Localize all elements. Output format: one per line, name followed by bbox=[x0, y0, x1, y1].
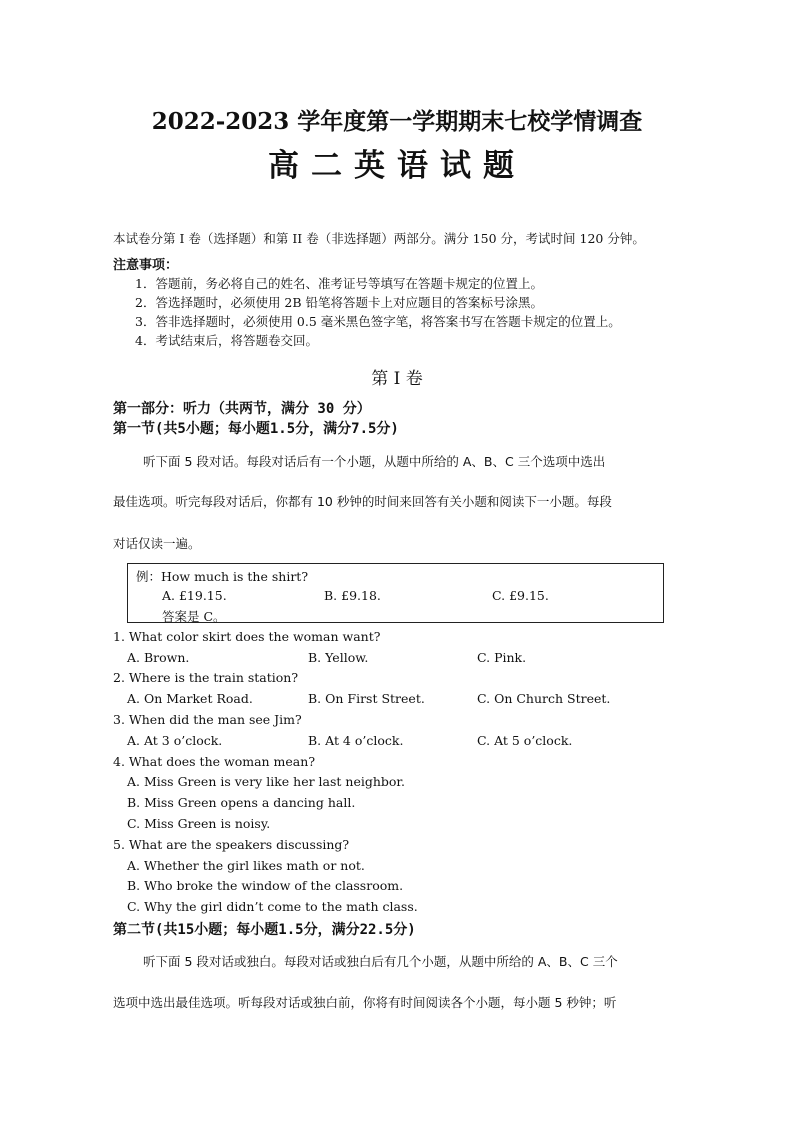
exam-title: 2022-2023 学年度第一学期期末七校学情调查 bbox=[151, 108, 643, 135]
option-a: A. On Market Road. bbox=[127, 691, 253, 706]
option-c: C. Pink. bbox=[477, 650, 527, 665]
instruction-line: 听下面 5 段对话或独白。每段对话或独白后有几个小题，从题中所给的 A、B、C 三个 bbox=[143, 954, 618, 969]
example-question: 例：How much is the shirt? bbox=[136, 569, 309, 584]
option-c: C. At 5 o’clock. bbox=[477, 733, 573, 748]
notice-heading: 注意事项： bbox=[113, 258, 179, 273]
option-a: A. Miss Green is very like her last neighbor. bbox=[127, 774, 406, 789]
option-a: A. Brown. bbox=[127, 650, 190, 665]
notice-item: 2．答选择题时，必须使用 2B 铅笔将答题卡上对应题目的答案标号涂黑。 bbox=[135, 295, 544, 310]
option-b: B. Who broke the window of the classroom. bbox=[127, 878, 404, 893]
example-option: C. £9.15. bbox=[492, 588, 549, 603]
notice-item: 1．答题前，务必将自己的姓名、准考证号等填写在答题卡规定的位置上。 bbox=[135, 276, 543, 291]
option-b: B. On First Street. bbox=[308, 691, 425, 706]
instruction-line: 听下面 5 段对话。每段对话后有一个小题，从题中所给的 A、B、C 三个选项中选出 bbox=[143, 454, 606, 469]
exam-subject-title: 高二英语试题 bbox=[268, 148, 526, 184]
example-answer: 答案是 C。 bbox=[162, 609, 226, 624]
option-b: B. At 4 o’clock. bbox=[308, 733, 404, 748]
question-text: 5. What are the speakers discussing? bbox=[113, 837, 350, 852]
part1-heading: 第一部分：听力（共两节，满分 30 分） bbox=[113, 401, 371, 417]
notice-item: 3．答非选择题时，必须使用 0.5 毫米黑色签字笔，将答案书写在答题卡规定的位置上。 bbox=[135, 314, 621, 329]
intro-text: 本试卷分第 I 卷（选择题）和第 II 卷（非选择题）两部分。满分 150 分，考试时间 120 分钟。 bbox=[113, 231, 645, 246]
question-text: 4. What does the woman mean? bbox=[113, 754, 316, 769]
option-c: C. Why the girl didn’t come to the math class. bbox=[127, 899, 418, 914]
volume-label: 第 I 卷 bbox=[371, 369, 423, 389]
section2-heading: 第二节(共15小题；每小题1.5分，满分22.5分) bbox=[113, 922, 416, 938]
notice-item: 4．考试结束后，将答题卷交回。 bbox=[135, 333, 318, 348]
option-a: A. Whether the girl likes math or not. bbox=[127, 858, 365, 873]
instruction-line: 选项中选出最佳选项。听每段对话或独白前，你将有时间阅读各个小题，每小题 5 秒钟；听 bbox=[113, 995, 617, 1010]
instruction-line: 最佳选项。听完每段对话后，你都有 10 秒钟的时间来回答有关小题和阅读下一小题。每段 bbox=[113, 494, 612, 509]
option-b: B. Yellow. bbox=[308, 650, 369, 665]
instruction-line: 对话仅读一遍。 bbox=[113, 536, 201, 551]
example-option: B. £9.18. bbox=[324, 588, 381, 603]
option-a: A. At 3 o’clock. bbox=[127, 733, 223, 748]
example-box bbox=[127, 563, 664, 623]
question-text: 3. When did the man see Jim? bbox=[113, 712, 302, 727]
example-option: A. £19.15. bbox=[162, 588, 227, 603]
question-text: 2. Where is the train station? bbox=[113, 670, 299, 685]
option-b: B. Miss Green opens a dancing hall. bbox=[127, 795, 356, 810]
question-text: 1. What color skirt does the woman want? bbox=[113, 629, 381, 644]
option-c: C. Miss Green is noisy. bbox=[127, 816, 271, 831]
section1-heading: 第一节(共5小题；每小题1.5分，满分7.5分) bbox=[113, 421, 399, 437]
option-c: C. On Church Street. bbox=[477, 691, 611, 706]
